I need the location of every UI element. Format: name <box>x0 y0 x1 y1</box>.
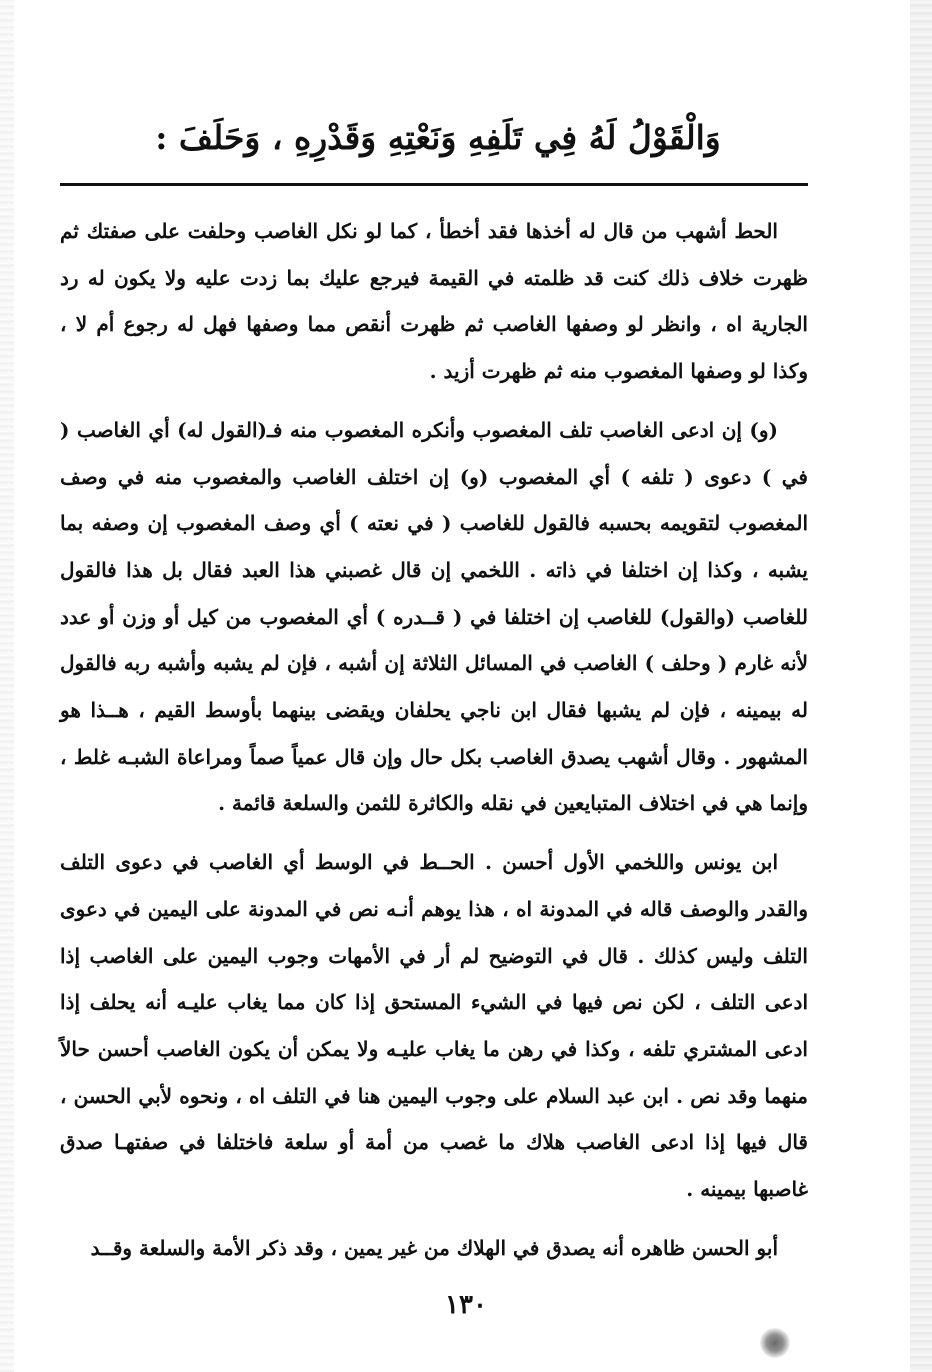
paragraph-1: الحط أشهب من قال له أخذها فقد أخطأ ، كما لو نكل الغاصب وحلفت على صفتك ثم ظهرت خلاف ذلك كنت قد ظلمته في القيمة فيرجع عليك بما زدت عليه ولا يكون له رد الجارية اه ، وانظر لو وصفها الغاصب ثم ظهرت أنقص مما وصفها فهل له رجوع أم لا ، وكذا لو وصفها المغصوب منه ثم ظهرت أزيد . <box>60 219 808 384</box>
scan-edge-right <box>910 0 932 1372</box>
paragraph-3: ابن يونس واللخمي الأول أحسن . الحــط في الوسط أي الغاصب في دعوى التلف والقدر والوصف قاله في المدونة اه ، هذا يوهم أنـه نص في المدونة على اليمين في دعوى التلف وليس كذلك . قال في التوضيح لم أر في الأمهات وجوب اليمين على الغاصب إذا ادعى التلف ، لكن نص فيها في الشيء المستحق إذا كان مما يغاب عليـه أنه يحلف إذا ادعى المشتري تلفه ، وكذا في رهن ما يغاب عليـه ولا يمكن أن يكون الغاصب أحسن حالاً منهما وقد نص . ابن عبد السلام على وجوب اليمين هنا في التلف اه ، ونحوه لأبي الحسن ، قال فيها إذا ادعى الغاصب هلاك ما غصب من أمة أو سلعة فاختلفا في صفتهـا صدق غاصبها بيمينه . <box>60 850 808 1202</box>
header-divider <box>60 183 808 186</box>
ink-smudge <box>760 1328 790 1358</box>
paragraph-2: (و) إن ادعى الغاصب تلف المغصوب وأنكره المغصوب منه فـ(القول له) أي الغاصب ( في ) دعوى ( تلفه ) أي المغصوب (و) إن اختلف الغاصب والمغصوب منه في وصف المغصوب لتقويمه بحسبه فالقول للغاصب ( في نعته ) أي وصف المغصوب إن وصفه بما يشبه ، وكذا إن اختلفا في ذاته . اللخمي إن قال غصبني هذا العبد فقال بل هذا فالقول للغاصب (والقول) للغاصب إن اختلفا في ( قــدره ) أي المغصوب من كيل أو وزن أو عدد لأنه غارم ( وحلف ) الغاصب في المسائل الثلاثة إن أشبه ، فإن لم يشبه وأشبه ربه فالقول له بيمينه ، فإن لم يشبها فقال ابن ناجي يحلفان ويقضى بينهما بأوسط القيم ، هــذا هو المشهور . وقال أشهب يصدق الغاصب بكل حال وإن قال عمياً صماً ومراعاة الشبـه غلط ، وإنما هي في اختلاف المتبايعين في نقله والكاثرة للثمن والسلعة قائمة . <box>60 417 808 816</box>
body-text <box>60 208 808 1283</box>
page-number: ١٣٠ <box>445 1290 487 1320</box>
page-header-title: وَالْقَوْلُ لَهُ فِي تَلَفِهِ وَنَعْتِهِ وَقَدْرِهِ ، وَحَلَفَ : <box>155 118 721 157</box>
scan-edge-left <box>0 0 14 1372</box>
paragraph-4: أبو الحسن ظاهره أنه يصدق في الهلاك من غير يمين ، وقد ذكر الأمة والسلعة وقــد <box>90 1235 778 1260</box>
